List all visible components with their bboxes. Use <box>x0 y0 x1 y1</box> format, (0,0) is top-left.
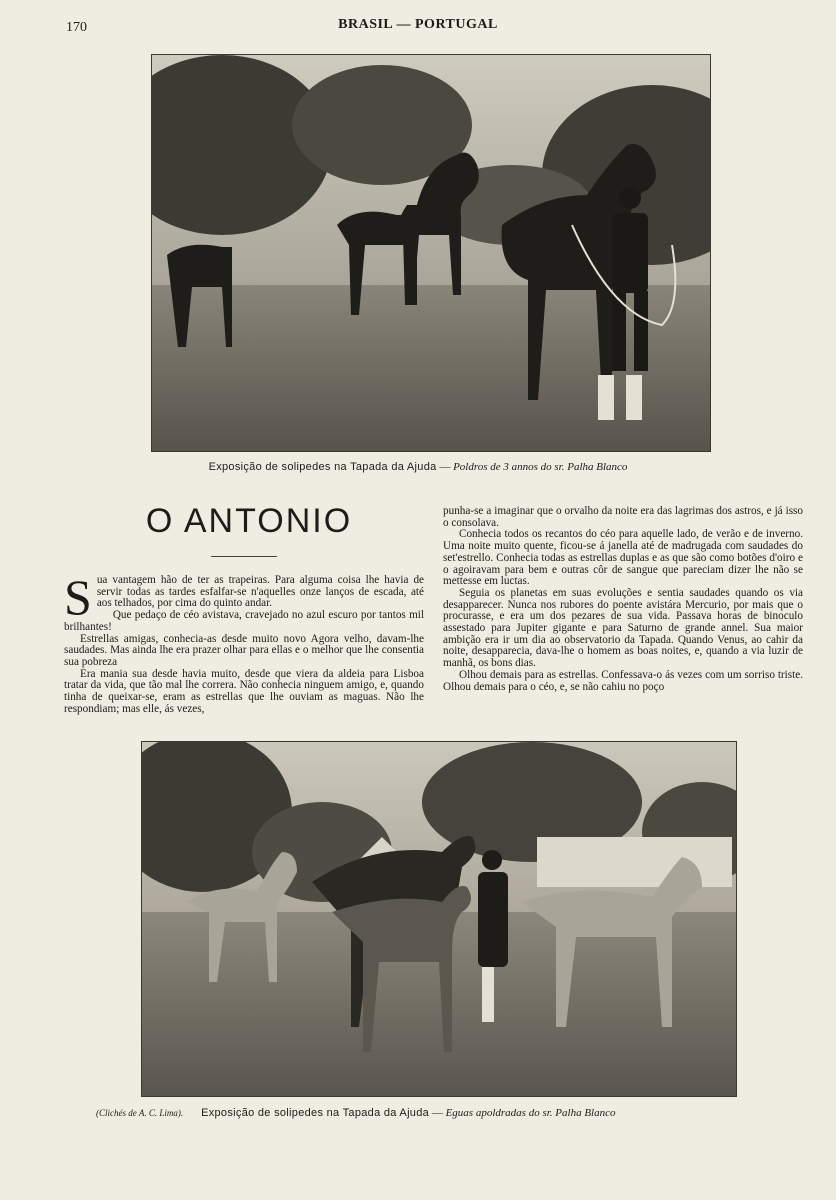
title-divider <box>211 556 277 557</box>
article-paragraph: Que pedaço de céo avistava, cravejado no azul escuro por tantos mil brilhantes! <box>64 609 424 633</box>
article-column-right <box>443 506 803 693</box>
running-head: BRASIL — PORTUGAL <box>338 17 498 32</box>
drop-cap: S <box>64 569 92 625</box>
caption-bottom-italic: Eguas apoldradas do sr. Palha Blanco <box>445 1107 616 1119</box>
horse-photograph-icon <box>152 55 710 451</box>
photo-horses-top <box>151 54 711 452</box>
article-title: O ANTONIO <box>145 502 353 540</box>
horse-photograph-icon <box>142 742 736 1096</box>
photo-credit: (Clichés de A. C. Lima). <box>96 1108 184 1118</box>
caption-bottom <box>96 1107 615 1119</box>
caption-top-sep: — <box>436 461 454 473</box>
article-paragraph: Seguia os planetas em suas evoluções e sentia saudades quando os via desapparecer. Nunca nos rubores do poente avistára Mercurio, por mais que o procurasse, e era um dos pezares de sua vida. Passava horas de binoculo assestado para Jupiter gigante e para Saturno de grande annel. Sua maior ambição era ir um dia ao observatorio da Tapada. Quando Venus, ao cahir da noite, desapparecia, dava-lhe o homem as boas noites, e, quando a via luzir de manhã, os bons dias. <box>443 586 803 670</box>
article-column-left <box>64 569 424 715</box>
photo-horses-bottom <box>141 741 737 1097</box>
article-paragraph: Conhecia todos os recantos do céo para aquelle lado, de verão e de inverno. Uma noite muito quente, ficou-se á janella até de madrugada com saudades do set'estrello. Conhecia todas as estrellas duplas e as que são como botões d'oiro e o agoiravam para bem e outras côr de sangue que pareciam dizer lhe não se mettesse em luctas. <box>443 528 803 588</box>
article-paragraph: Estrellas amigas, conhecia-as desde muito novo Agora velho, davam-lhe saudades. Mas ainda lhe era prazer olhar para ellas e o melhor que lhe consentia sua pobreza <box>64 632 424 668</box>
article-paragraph: punha-se a imaginar que o orvalho da noite era das lagrimas dos astros, e já isso o consolava. <box>443 505 803 529</box>
caption-top-main: Exposição de solipedes na Tapada da Ajuda <box>208 461 437 473</box>
page-number: 170 <box>66 20 87 35</box>
caption-top-italic: Poldros de 3 annos do sr. Palha Blanco <box>453 461 628 473</box>
article-paragraph: Sua vantagem hão de ter as trapeiras. Para alguma coisa lhe havia de servir todas as tardes esfalfar-se n'aquelles onze lanços de escada, até aos telhados, por cima do quinto andar. <box>64 569 424 625</box>
caption-bottom-main: Exposição de solipedes na Tapada da Ajuda <box>201 1107 430 1119</box>
caption-bottom-sep: — <box>429 1107 446 1119</box>
article-paragraph: Olhou demais para as estrellas. Confessava-o ás vezes com um sorriso triste. Olhou demais para o céo, e, se não cahiu no poço <box>443 668 803 693</box>
caption-top <box>0 461 836 473</box>
article-paragraph: Era mania sua desde havia muito, desde que viera da aldeia para Lisboa tratar da vida, que tão mal lhe correra. Não conhecia ninguem amigo, e, quando tinha de queixar-se, eram as estrellas que lhe ouviam as maguas. Não lhe respondiam; mas elle, ás vezes, <box>64 667 424 715</box>
